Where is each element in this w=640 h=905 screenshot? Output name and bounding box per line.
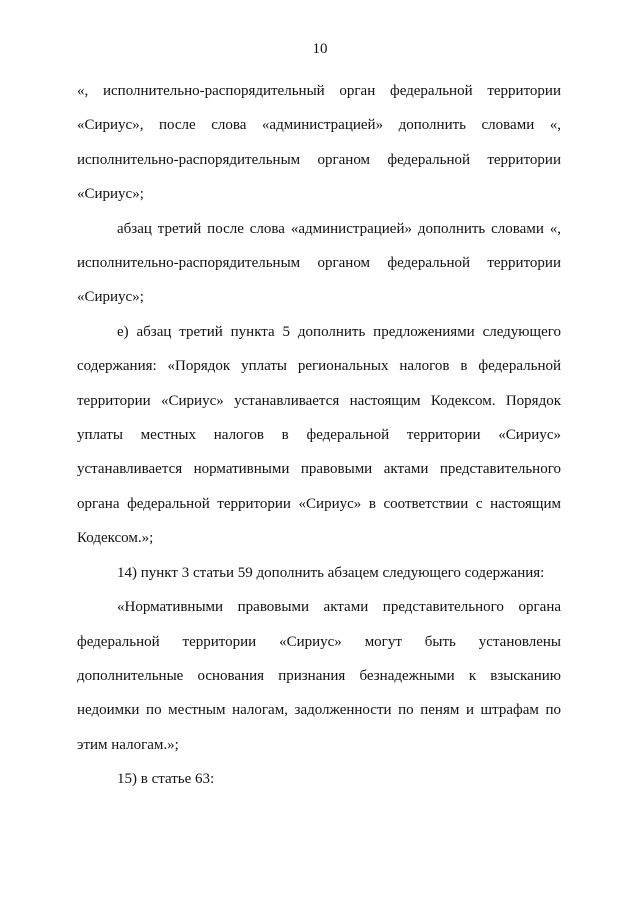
paragraph-abzac-tretiy: абзац третий после слова «администрацией» дополнить словами «, исполнительно-распорядительным органом федеральной территории «Сириус»; xyxy=(77,220,561,306)
paragraph-item-15: 15) в статье 63: xyxy=(117,771,215,788)
page-number: 10 xyxy=(312,41,328,57)
paragraph-item-14: 14) пункт 3 статьи 59 дополнить абзацем следующего содержания: xyxy=(117,564,545,581)
document-body xyxy=(77,74,561,797)
paragraph-sirius-organ-insertion: «, исполнительно-распорядительный орган федеральной территории «Сириус», после слова «администрацией» дополнить словами «, исполнительно-распорядительным органом федеральной территории «Сириус»; xyxy=(77,83,561,203)
paragraph-item-e: е) абзац третий пункта 5 дополнить предложениями следующего содержания: «Порядок уплаты региональных налогов в федеральной территории «Сириус» устанавливается настоящим Кодексом. Порядок уплаты местных налогов в федеральной территории «Сириус» устанавливается нормативными правовыми актами представительного органа федеральной территории «Сириус» в соответствии с настоящим Кодексом.»; xyxy=(77,323,561,547)
paragraph-normative-acts-quote: «Нормативными правовыми актами представительного органа федеральной территории «Сириус» могут быть установлены дополнительные основания признания безнадежными к взысканию недоимки по местным налогам, задолженности по пеням и штрафам по этим налогам.»; xyxy=(77,599,561,753)
